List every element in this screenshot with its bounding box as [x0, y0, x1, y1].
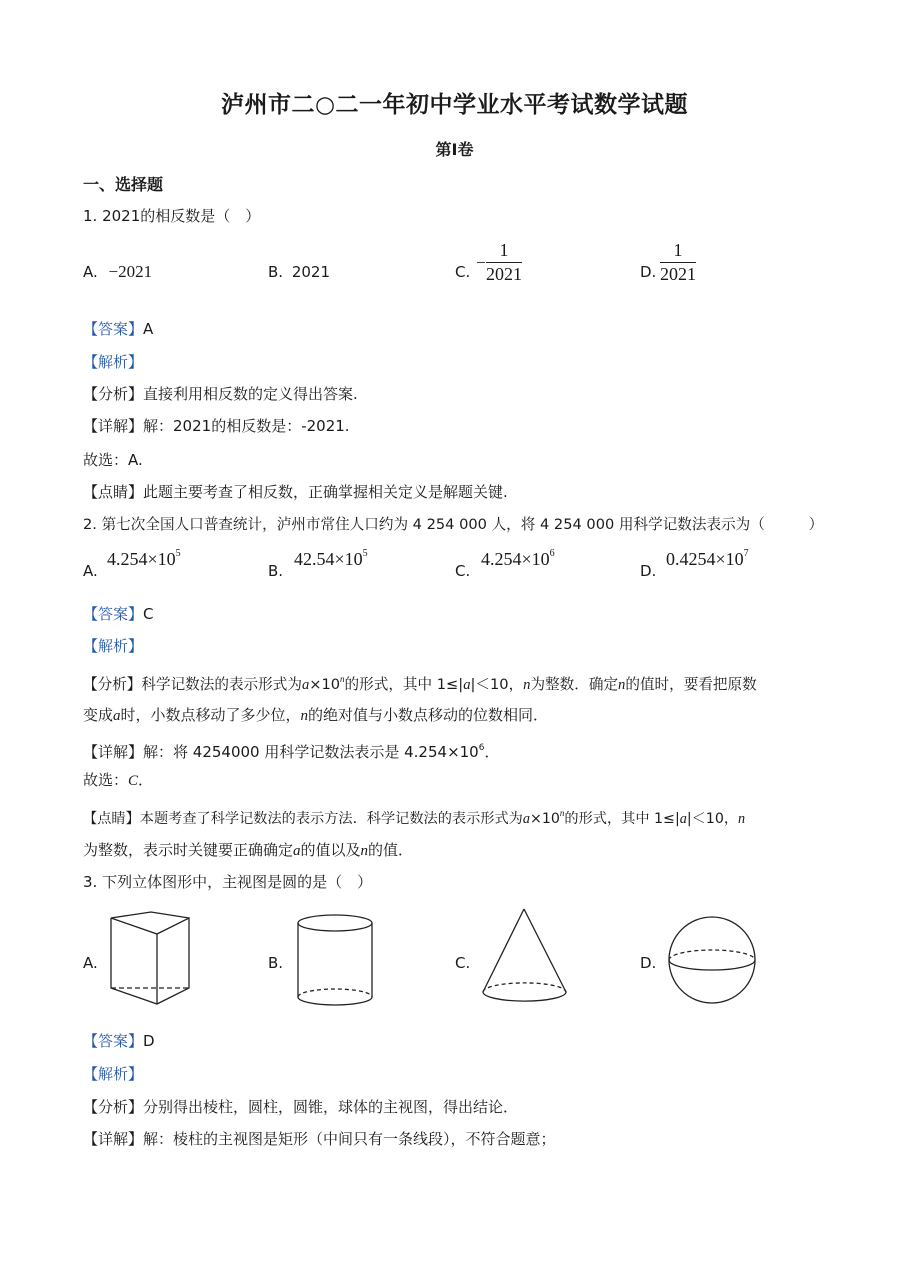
q2-option-d-label: D. [640, 562, 657, 580]
q2-fenxi-text: 的绝对值与小数点移动的位数相同． [308, 706, 549, 724]
q3-xiangjie-text: 解：棱柱的主视图是矩形（中间只有一条线段），不符合题意； [143, 1130, 556, 1148]
q2-dianjing-var-n: n [360, 843, 369, 859]
q2-option-d-value [666, 548, 749, 570]
q2-dianjing-tag: 【点睛】 [83, 811, 140, 827]
q2-option-a-value [107, 548, 181, 570]
q2-option-c-base: 4.254×10 [481, 549, 550, 569]
q3-answer-tag: 【答案】 [83, 1032, 144, 1050]
q1-stem: 1. 2021的相反数是（ ） [83, 207, 261, 225]
q2-dianjing-times10: ×10 [529, 811, 560, 827]
q1-option-d-fraction [660, 240, 696, 285]
q1-option-d-numerator: 1 [660, 240, 696, 263]
q2-fenxi-var-n: n [300, 708, 309, 724]
q2-fenxi-exp-n: n [340, 674, 345, 684]
q3-stem: 3. 下列立体图形中，主视图是圆的是（ ） [83, 873, 373, 891]
q1-option-c-fraction [486, 240, 522, 285]
q2-option-c-label: C. [455, 562, 471, 580]
q2-dianjing-text: 的值． [368, 841, 414, 859]
q1-option-c-denominator: 2021 [486, 264, 522, 284]
q3-fenxi-tag: 【分析】 [83, 1098, 144, 1116]
q3-analysis-tag: 【解析】 [83, 1065, 144, 1083]
q2-option-b-exponent: 5 [362, 548, 368, 559]
q2-fenxi-text: 的形式，其中 1≤| [344, 676, 464, 693]
q1-answer [83, 319, 153, 339]
q1-analysis-tag: 【解析】 [83, 353, 144, 371]
q2-fenxi-text: 时，小数点移动了多少位， [120, 706, 301, 724]
q3-option-d-label: D. [640, 954, 657, 972]
q1-option-d-denominator: 2021 [660, 264, 696, 284]
q2-dianjing-exp-n: n [559, 808, 565, 818]
q1-option-c-sign: − [476, 253, 486, 272]
q2-guxuan-choice: C [128, 773, 139, 789]
q3-option-b-label: B. [268, 954, 284, 972]
q1-xiangjie-text: 解：2021的相反数是：-2021. [143, 417, 350, 435]
q1-option-a-label: A. [83, 263, 98, 281]
q1-xiangjie [83, 416, 350, 436]
q2-guxuan-end: ． [138, 771, 154, 789]
q2-dianjing-line1 [83, 803, 745, 829]
q1-answer-value: A [143, 320, 154, 338]
q2-option-a-base: 4.254×10 [107, 549, 176, 569]
q3-answer [83, 1031, 155, 1051]
q2-xiangjie-tag: 【详解】 [83, 743, 144, 761]
q3-answer-value: D [143, 1032, 155, 1050]
q2-option-b-base: 42.54×10 [294, 549, 363, 569]
q2-option-c-value [481, 548, 555, 570]
q2-option-d-exponent: 7 [743, 548, 749, 559]
q2-answer-value: C [143, 605, 154, 623]
q2-fenxi-var-n: n [523, 677, 531, 693]
q1-dianjing [83, 482, 508, 502]
q2-xiangjie-exponent: 6 [478, 743, 485, 753]
q2-option-c-exponent: 6 [549, 548, 555, 559]
q2-dianjing-var-a: a [522, 811, 530, 827]
q2-xiangjie-text: 解：将 4254000 用科学记数法表示是 4.254×10 [143, 743, 479, 761]
q1-option-d-label: D. [640, 263, 657, 281]
q2-xiangjie-end: ． [484, 743, 500, 761]
q2-dianjing-var-a: a [293, 843, 301, 859]
q3-xiangjie-tag: 【详解】 [83, 1130, 144, 1148]
q2-dianjing-var-n: n [738, 811, 746, 827]
q2-stem: 2. 第七次全国人口普查统计，泸州市常住人口约为 4 254 000 人，将 4 254 000 用科学记数法表示为（ ） [83, 516, 824, 533]
q2-dianjing-text: 的值以及 [300, 841, 361, 859]
section-heading: 一、选择题 [83, 175, 164, 194]
q3-fenxi-text: 分别得出棱柱，圆柱，圆锥，球体的主视图，得出结论． [143, 1098, 519, 1116]
q2-fenxi-tag: 【分析】 [83, 676, 142, 693]
q2-dianjing-line2 [83, 840, 413, 861]
q2-fenxi-var-a: a [113, 708, 121, 724]
q2-fenxi-var-n: n [618, 677, 626, 693]
q2-xiangjie [83, 738, 499, 762]
q1-fenxi-tag: 【分析】 [83, 385, 144, 403]
q2-fenxi-times10: ×10 [309, 676, 341, 693]
q2-dianjing-text: 本题考查了科学记数法的表示方法．科学记数法的表示形式为 [139, 811, 523, 827]
q1-option-b-value: 2021 [291, 263, 331, 281]
q2-option-a-label: A. [83, 562, 98, 580]
q2-fenxi-var-a: a [463, 677, 471, 693]
q2-option-a-exponent: 5 [175, 548, 181, 559]
q2-answer [83, 604, 154, 624]
q2-dianjing-text: 的形式，其中 1≤| [564, 811, 680, 827]
q1-xiangjie-tag: 【详解】 [83, 417, 144, 435]
q1-fenxi-text: 直接利用相反数的定义得出答案. [143, 385, 358, 403]
q3-cylinder-figure [295, 913, 375, 1009]
q2-dianjing-text: |＜10， [686, 811, 739, 827]
q2-fenxi-text: 变成 [83, 706, 114, 724]
q2-analysis-tag: 【解析】 [83, 637, 144, 655]
q1-guxuan: 故选：A. [83, 451, 143, 469]
q2-fenxi-line1 [83, 669, 757, 695]
q1-option-a-value: −2021 [108, 262, 153, 281]
q2-guxuan-text: 故选： [83, 771, 129, 789]
q3-sphere-figure [666, 914, 758, 1006]
q2-dianjing-text: 为整数，表示时关键要正确确定 [83, 841, 294, 859]
q2-option-d-base: 0.4254×10 [666, 549, 744, 569]
volume-subtitle: 第I卷 [435, 140, 474, 159]
q2-option-b-label: B. [268, 562, 284, 580]
q3-option-c-label: C. [455, 954, 471, 972]
q3-triangular-prism-figure [105, 908, 195, 1008]
q2-fenxi-text: 科学记数法的表示形式为 [141, 676, 302, 693]
q1-answer-tag: 【答案】 [83, 320, 144, 338]
q1-dianjing-tag: 【点睛】 [83, 483, 144, 501]
q3-fenxi [83, 1097, 518, 1117]
q2-fenxi-text: 的值时，要看把原数 [625, 676, 757, 693]
q3-xiangjie [83, 1129, 556, 1149]
q2-option-b-value [294, 548, 368, 570]
q3-cone-figure [480, 906, 570, 1008]
q1-fenxi [83, 384, 358, 404]
q1-option-c-label: C. [455, 263, 471, 281]
q1-option-c-numerator: 1 [486, 240, 522, 263]
q2-fenxi-var-a: a [301, 677, 310, 693]
q1-option-b [268, 263, 330, 281]
q1-option-b-label: B. [268, 263, 284, 281]
q3-option-a-label: A. [83, 954, 98, 972]
q1-option-a [83, 262, 152, 282]
q2-guxuan [83, 770, 153, 791]
q1-dianjing-text: 此题主要考查了相反数，正确掌握相关定义是解题关键. [143, 483, 508, 501]
page-title: 泸州市二○二一年初中学业水平考试数学试题 [220, 92, 689, 118]
q2-dianjing-var-a: a [679, 811, 687, 827]
q2-fenxi-text: |＜10， [470, 676, 524, 693]
q2-fenxi-text: 为整数．确定 [530, 676, 619, 693]
q2-answer-tag: 【答案】 [83, 605, 144, 623]
q2-fenxi-line2 [83, 705, 548, 726]
